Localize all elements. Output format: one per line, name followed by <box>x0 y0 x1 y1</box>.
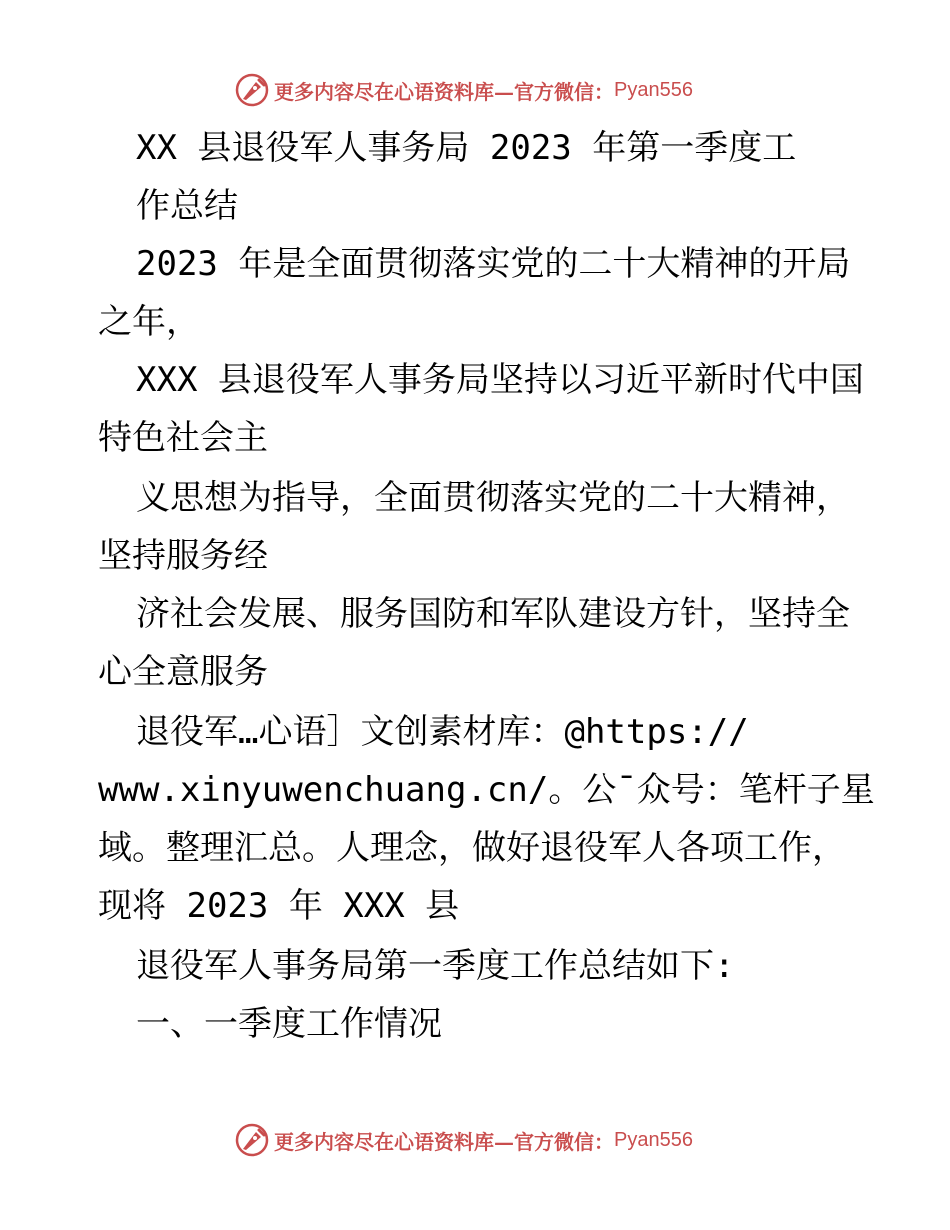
doc-line: 域。整理汇总。人理念，做好退役军人各项工作， <box>98 828 846 868</box>
watermark-footer <box>234 1122 693 1158</box>
doc-line: 心全意服务 <box>98 652 268 692</box>
doc-line: XXX 县退役军人事务局坚持以习近平新时代中国 <box>136 360 864 400</box>
doc-line-source-url: www.xinyuwenchuang.cn/。公¯众号：笔杆子星 <box>98 770 875 810</box>
doc-line-title-1: XX 县退役军人事务局 2023 年第一季度工 <box>136 128 797 168</box>
doc-line: 特色社会主 <box>98 418 268 458</box>
watermark-wechat-id: Pyan556 <box>614 1128 693 1151</box>
doc-line: 2023 年是全面贯彻落实党的二十大精神的开局 <box>136 244 851 284</box>
doc-line-title-2: 作总结 <box>136 186 238 226</box>
pen-nib-logo-icon <box>234 1122 270 1158</box>
doc-line: 现将 2023 年 XXX 县 <box>98 886 460 926</box>
doc-line: 济社会发展、服务国防和军队建设方针，坚持全 <box>136 594 850 634</box>
doc-line: 坚持服务经 <box>98 536 268 576</box>
doc-line: 退役军人事务局第一季度工作总结如下: <box>136 946 735 986</box>
doc-line: 之年， <box>98 302 200 342</box>
watermark-header <box>234 72 693 108</box>
doc-line-source-note: 退役军…心语］文创素材库：@https:// <box>136 712 749 752</box>
doc-line: 义思想为指导，全面贯彻落实党的二十大精神， <box>136 478 850 518</box>
pen-nib-logo-icon <box>234 72 270 108</box>
watermark-text: 更多内容尽在心语资料库—官方微信： <box>274 1129 614 1154</box>
doc-section-heading: 一、一季度工作情况 <box>136 1004 442 1044</box>
watermark-wechat-id: Pyan556 <box>614 78 693 101</box>
watermark-text: 更多内容尽在心语资料库—官方微信： <box>274 79 614 104</box>
